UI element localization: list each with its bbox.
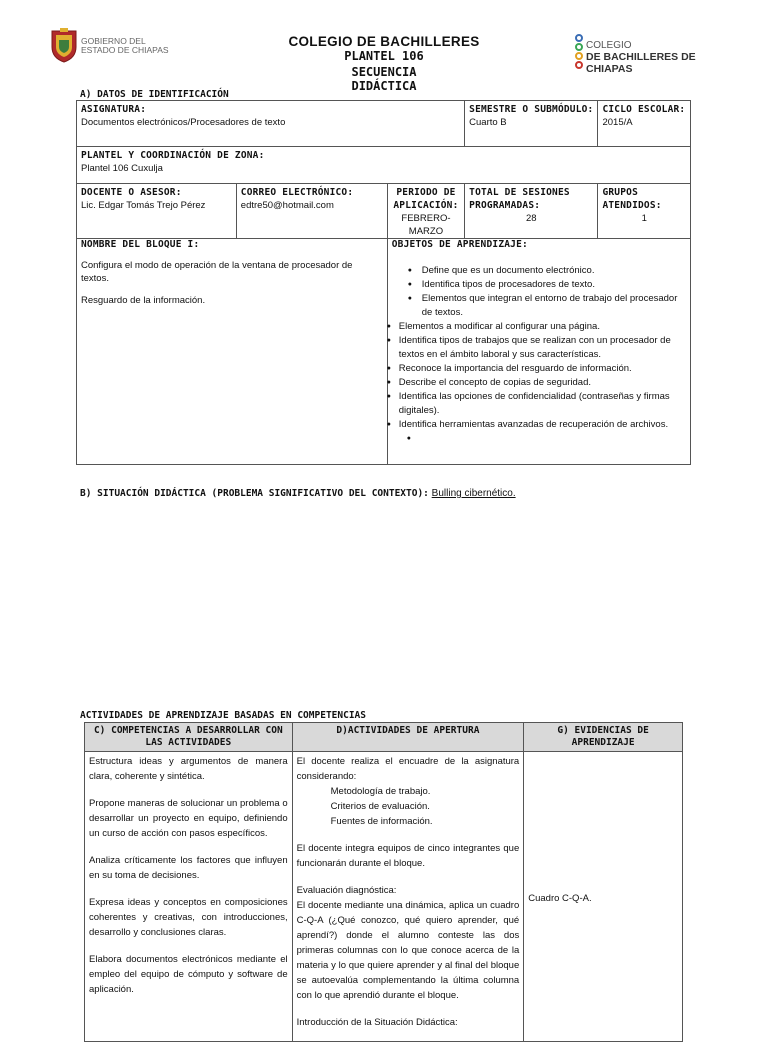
asignatura-label: ASIGNATURA: bbox=[81, 104, 147, 115]
bloque-label: NOMBRE DEL BLOQUE I: bbox=[81, 239, 200, 250]
periodo-value: FEBRERO-MARZO bbox=[401, 213, 451, 237]
identification-table bbox=[76, 100, 691, 465]
apertura-p2: El docente integra equipos de cinco integrantes que funcionarán durante el bloque. bbox=[296, 843, 520, 869]
list-item: ● Define que es un documento electrónico. bbox=[407, 265, 595, 276]
competencias-cell bbox=[85, 752, 293, 1042]
plantel-label: PLANTEL Y COORDINACIÓN DE ZONA: bbox=[81, 150, 265, 161]
apertura-p3-title: Evaluación diagnóstica: bbox=[296, 885, 397, 896]
competencia-item: Expresa ideas y conceptos en composiciones coherentes y creativas, con introducciones, desarrollo y conclusiones claras. bbox=[89, 897, 288, 938]
correo-cell bbox=[236, 184, 387, 239]
asignatura-cell bbox=[77, 101, 465, 147]
gov-line-2: ESTADO DE CHIAPAS bbox=[81, 45, 169, 55]
document-subtitle-didactica: DIDÁCTICA bbox=[351, 79, 417, 93]
apertura-cell bbox=[292, 752, 524, 1042]
objetos-inner-list bbox=[392, 264, 686, 320]
evidencia-value: Cuadro C-Q-A. bbox=[528, 893, 592, 904]
ciclo-label: CICLO ESCOLAR: bbox=[602, 104, 686, 115]
apertura-p4: Introducción de la Situación Didáctica: bbox=[296, 1017, 458, 1028]
section-a-title: A) DATOS DE IDENTIFICACIÓN bbox=[80, 89, 229, 100]
apertura-items bbox=[297, 784, 520, 829]
objetos-outer-list bbox=[388, 320, 686, 446]
list-item: ● Reconoce la importancia del resguardo de información. bbox=[386, 363, 632, 374]
col-c-header: C) COMPETENCIAS A DESARROLLAR CON LAS ACTIVIDADES bbox=[85, 723, 293, 752]
situacion-didactica bbox=[80, 488, 516, 499]
cb-logo-line-2: DE BACHILLERES DE CHIAPAS bbox=[586, 51, 696, 75]
situacion-value: Bulling cibernético. bbox=[431, 488, 516, 499]
document-subtitle-secuencia: SECUENCIA bbox=[351, 65, 417, 79]
apertura-item: Metodología de trabajo. bbox=[330, 786, 431, 797]
apertura-intro: El docente realiza el encuadre de la asignatura considerando: bbox=[296, 756, 520, 782]
list-item: ● Elementos que integran el entorno de trabajo del procesador de textos. bbox=[407, 293, 678, 318]
col-g-header: G) EVIDENCIAS DE APRENDIZAJE bbox=[524, 723, 683, 752]
list-item: ● Identifica tipos de trabajos que se realizan con un procesador de textos en el ámbito laboral y sus características. bbox=[386, 335, 671, 360]
docente-value: Lic. Edgar Tomás Trejo Pérez bbox=[81, 200, 206, 211]
col-d-header: D)ACTIVIDADES DE APERTURA bbox=[292, 723, 524, 752]
sesiones-cell bbox=[465, 184, 598, 239]
list-item: ● bbox=[406, 435, 411, 442]
periodo-cell bbox=[387, 184, 464, 239]
correo-value: edtre50@hotmail.com bbox=[240, 200, 334, 211]
document-title: COLEGIO DE BACHILLERES bbox=[288, 34, 480, 49]
grupos-cell bbox=[598, 184, 691, 239]
bloque-cell bbox=[77, 239, 388, 465]
gov-line-1: GOBIERNO DEL bbox=[81, 36, 146, 46]
apertura-item: Criterios de evaluación. bbox=[330, 801, 430, 812]
bloque-p1: Configura el modo de operación de la ventana de procesador de textos. bbox=[81, 260, 353, 284]
list-item: ● Identifica tipos de procesadores de texto. bbox=[407, 279, 595, 290]
objetos-label: OBJETOS DE APRENDIZAJE: bbox=[391, 239, 528, 250]
bloque-p2: Resguardo de la información. bbox=[81, 295, 206, 306]
periodo-label: PERIODO DE APLICACIÓN: bbox=[393, 187, 459, 211]
plantel-value: Plantel 106 Cuxulja bbox=[81, 163, 163, 174]
document-subtitle-plantel: PLANTEL 106 bbox=[344, 49, 424, 63]
competencia-item: Elabora documentos electrónicos mediante el empleo del equipo de cómputo y software de aplicación. bbox=[89, 954, 288, 995]
plantel-cell bbox=[77, 147, 691, 184]
ciclo-cell bbox=[598, 101, 691, 147]
objetos-cell bbox=[387, 239, 690, 465]
correo-label: CORREO ELECTRÓNICO: bbox=[240, 187, 354, 198]
sesiones-label: TOTAL DE SESIONES PROGRAMADAS: bbox=[469, 187, 570, 211]
sesiones-value: 28 bbox=[526, 213, 537, 224]
semestre-value: Cuarto B bbox=[469, 117, 507, 128]
ciclo-value: 2015/A bbox=[602, 117, 633, 128]
list-item: ● Identifica las opciones de confidencialidad (contraseñas y firmas digitales). bbox=[386, 391, 670, 416]
cb-logo-line-1: COLEGIO bbox=[586, 40, 632, 51]
apertura-p3: El docente mediante una dinámica, aplica un cuadro C-Q-A (¿Qué conozco, qué quiero aprender, qué aprendí?) donde el alumno conteste las dos primeras columnas con lo que conoce acerca de la materia y lo que quiere aprender y al final del bloque se autoevalúa complementando la última columna con lo que aprendió durante el bloque. bbox=[296, 900, 520, 1001]
asignatura-value: Documentos electrónicos/Procesadores de texto bbox=[81, 117, 286, 128]
list-item: ● Identifica herramientas avanzadas de recuperación de archivos. bbox=[386, 419, 669, 430]
semestre-label: SEMESTRE O SUBMÓDULO: bbox=[469, 104, 594, 115]
activities-title: ACTIVIDADES DE APRENDIZAJE BASADAS EN COMPETENCIAS bbox=[80, 710, 366, 721]
semestre-cell bbox=[465, 101, 598, 147]
colegio-bachilleres-logo bbox=[575, 34, 745, 75]
list-item: ● Elementos a modificar al configurar una página. bbox=[386, 321, 600, 332]
evidencia-cell bbox=[524, 752, 683, 1042]
list-item: ● Describe el concepto de copias de seguridad. bbox=[386, 377, 591, 388]
grupos-value: 1 bbox=[641, 213, 647, 224]
apertura-item: Fuentes de información. bbox=[330, 816, 433, 827]
docente-label: DOCENTE O ASESOR: bbox=[81, 187, 182, 198]
activities-table bbox=[84, 722, 683, 1042]
competencia-item: Propone maneras de solucionar un problema o desarrollar un proyecto en equipo, definiendo un curso de acción con pasos específicos. bbox=[89, 798, 288, 839]
cb-dots-icon bbox=[575, 34, 585, 70]
situacion-label: B) SITUACIÓN DIDÁCTICA (PROBLEMA SIGNIFICATIVO DEL CONTEXTO): bbox=[80, 488, 429, 499]
competencia-item: Analiza críticamente los factores que influyen en su toma de decisiones. bbox=[89, 855, 288, 881]
grupos-label: GRUPOS ATENDIDOS: bbox=[602, 187, 662, 211]
competencia-item: Estructura ideas y argumentos de manera clara, coherente y sintética. bbox=[89, 756, 288, 782]
docente-cell bbox=[77, 184, 237, 239]
